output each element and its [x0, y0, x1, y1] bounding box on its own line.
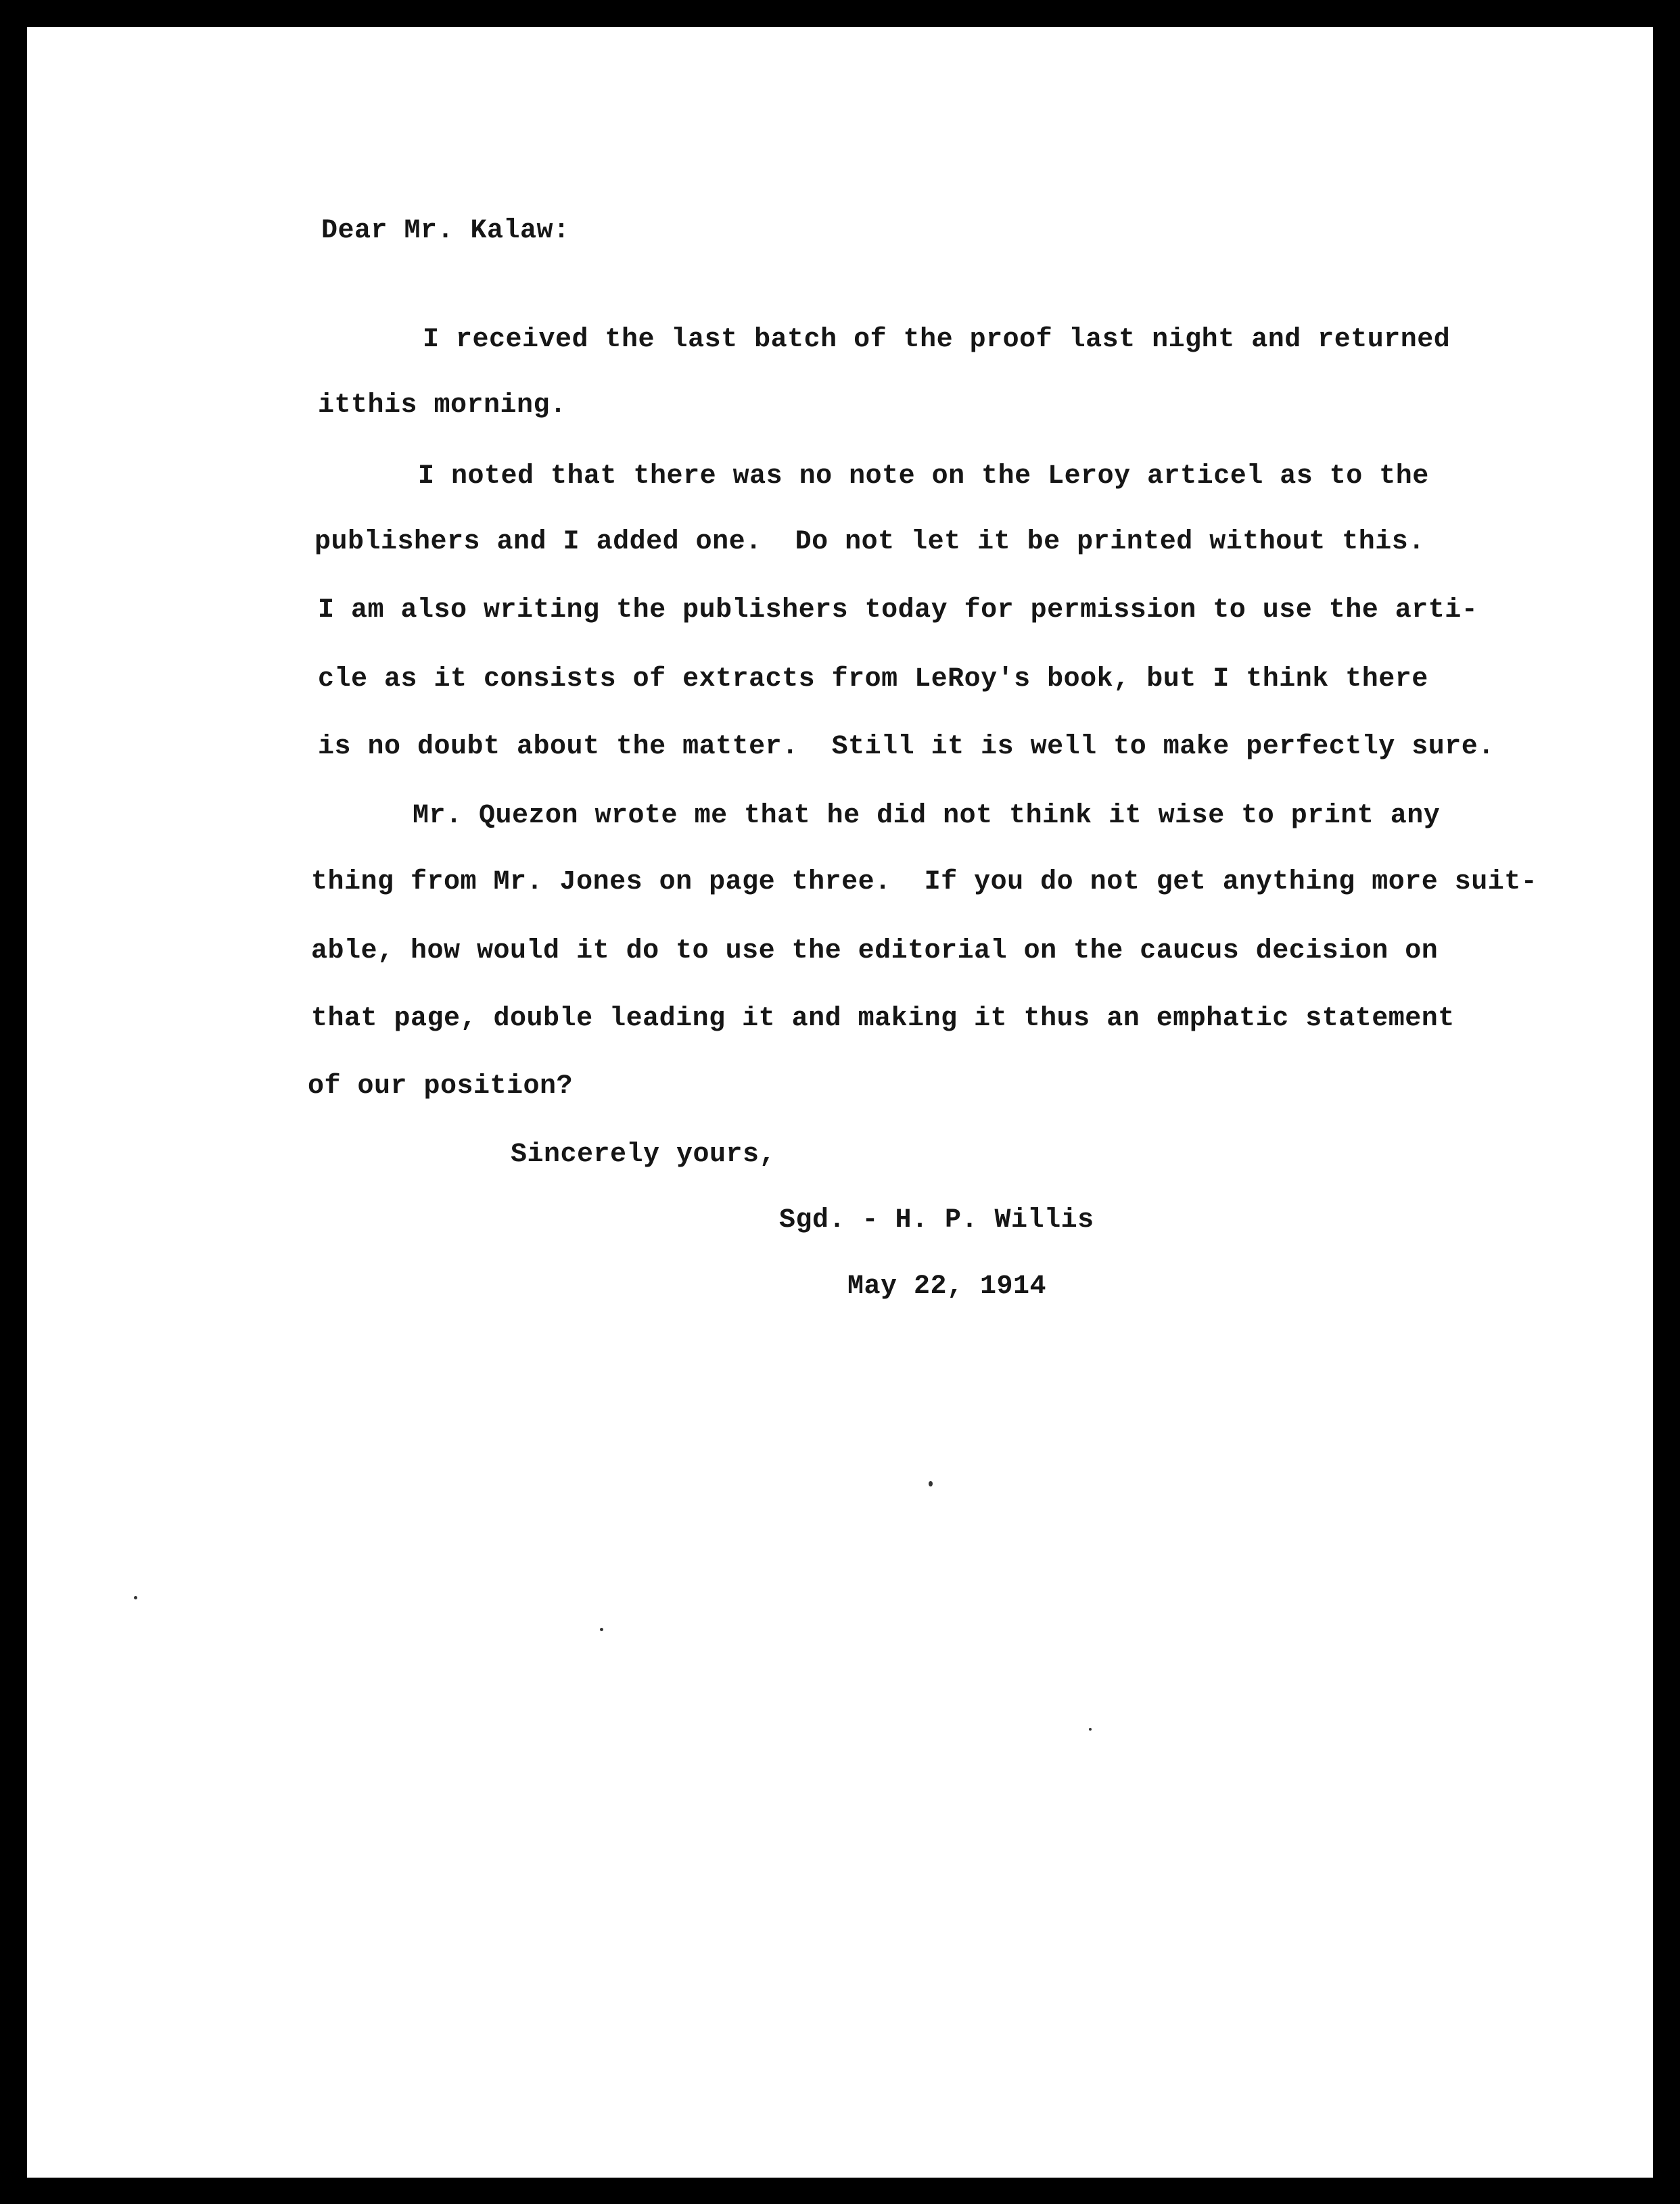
scan-speck [134, 1596, 137, 1599]
salutation: Dear Mr. Kalaw: [321, 216, 570, 246]
paragraph-3-line-4: that page, double leading it and making it thus an emphatic statement [311, 1004, 1455, 1034]
paragraph-3-line-1: Mr. Quezon wrote me that he did not think it wise to print any [413, 801, 1441, 831]
signature: Sgd. - H. P. Willis [779, 1205, 1094, 1236]
paragraph-2-line-5: is no doubt about the matter. Still it is well to make perfectly sure. [318, 732, 1495, 762]
paragraph-2-line-2: publishers and I added one. Do not let it be printed without this. [314, 527, 1425, 557]
paragraph-2-line-1: I noted that there was no note on the Leroy articel as to the [418, 461, 1429, 492]
document-page [27, 27, 1653, 2178]
paragraph-2-line-4: cle as it consists of extracts from LeRoy's book, but I think there [318, 664, 1428, 695]
paragraph-1-line-2: itthis morning. [318, 390, 567, 421]
paragraph-3-line-2: thing from Mr. Jones on page three. If you do not get anything more suit- [311, 867, 1538, 897]
date: May 22, 1914 [847, 1271, 1047, 1302]
scan-speck [1089, 1728, 1092, 1731]
closing: Sincerely yours, [511, 1140, 776, 1170]
paragraph-1-line-1: I received the last batch of the proof last night and returned [423, 325, 1451, 355]
paragraph-3-line-5: of our position? [308, 1071, 574, 1102]
scan-speck [600, 1628, 603, 1631]
paragraph-3-line-3: able, how would it do to use the editorial on the caucus decision on [311, 936, 1439, 966]
scan-speck [929, 1481, 933, 1486]
paragraph-2-line-3: I am also writing the publishers today for permission to use the arti- [318, 595, 1478, 626]
